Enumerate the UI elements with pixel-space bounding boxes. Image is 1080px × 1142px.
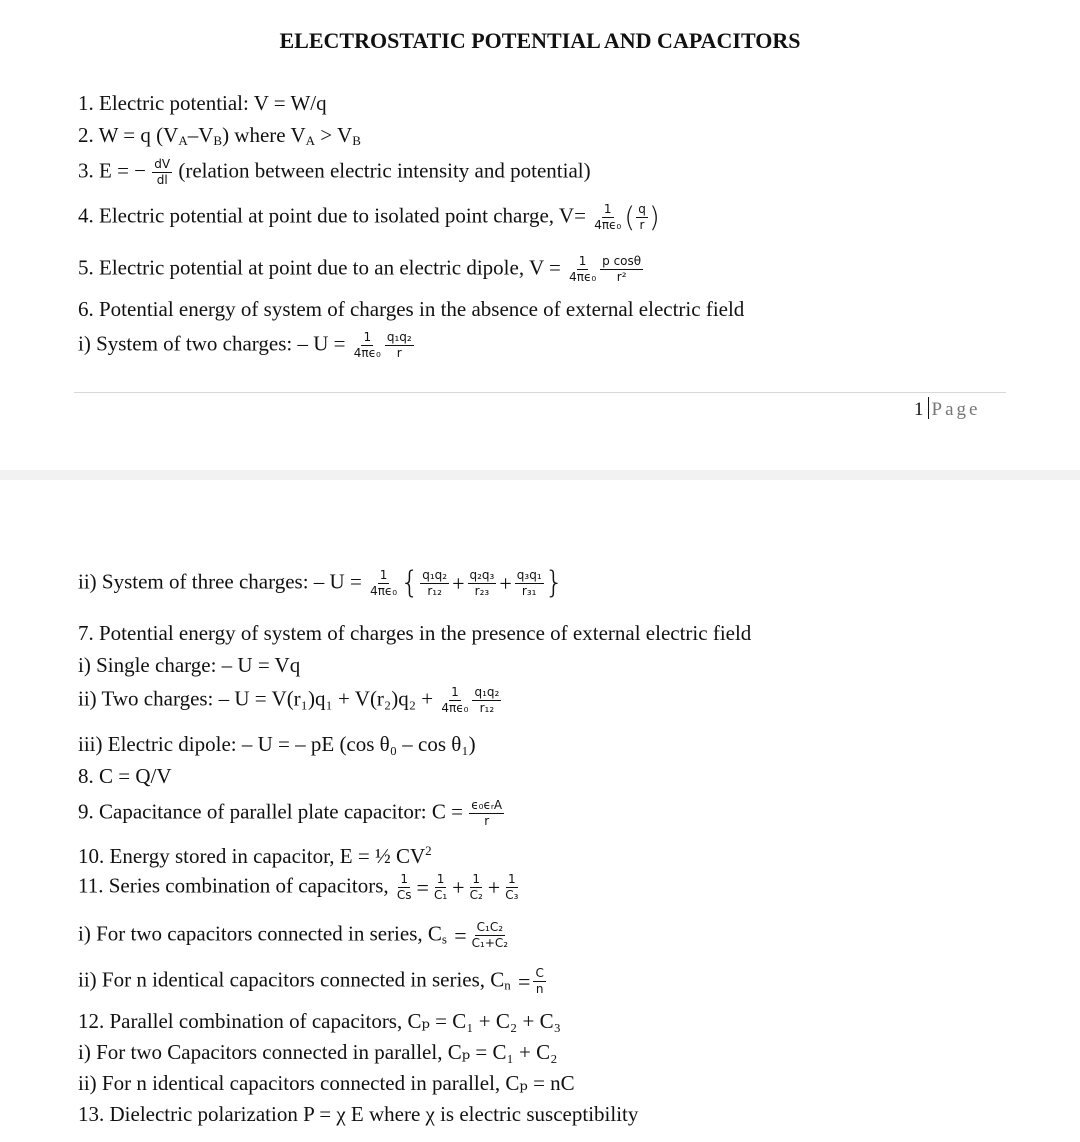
footer-separator (928, 397, 929, 419)
equals-sign: = (518, 968, 531, 994)
fraction (152, 157, 172, 188)
subscript: B (213, 133, 223, 148)
denominator: 4πϵ₀ (441, 701, 469, 715)
formula-text: ii) For n identical capacitors connected in parallel, Cₚ = nC (78, 1071, 575, 1095)
formula-text: i) Single charge: – U = Vq (78, 653, 301, 677)
superscript: 2 (425, 843, 432, 858)
denominator: r₁₂ (479, 701, 495, 715)
formula-text: 12. Parallel combination of capacitors, Cₚ = C₁ + C₂ + C₃ (78, 1009, 561, 1033)
fraction (515, 568, 544, 599)
formula-9 (78, 798, 505, 829)
document-page-2 (0, 480, 1080, 1142)
numerator: 1 (472, 872, 480, 886)
denominator: C₁ (433, 888, 448, 902)
numerator: ϵ₀ϵᵣA (471, 798, 503, 812)
plus-sign: + (452, 570, 465, 596)
page-footer (914, 397, 980, 421)
formula-6 (78, 296, 744, 322)
numerator: C (535, 966, 544, 980)
formula-text: –V (187, 123, 214, 147)
document-page-1 (0, 0, 1080, 470)
numerator: 1 (451, 685, 459, 699)
numerator: C₁C₂ (476, 920, 504, 934)
formula-text: > V (315, 123, 353, 147)
formula-text: iii) Electric dipole: – U = – pE (cos θ₀ – cos θ₁) (78, 732, 476, 756)
formula-text: 10. Energy stored in capacitor, E = ½ CV (78, 844, 426, 868)
fraction (470, 920, 510, 951)
denominator: r (639, 218, 645, 232)
fraction (439, 685, 470, 716)
formula-text: 7. Potential energy of system of charges in the presence of external electric field (78, 621, 752, 645)
formula-text: 3. E = − (78, 158, 147, 183)
numerator: 1 (363, 330, 372, 344)
fraction (533, 966, 545, 997)
denominator: dl (156, 173, 168, 187)
denominator: r (396, 346, 402, 360)
formula-7iii (78, 731, 476, 757)
formula-7i (78, 652, 300, 678)
document-title: ELECTROSTATIC POTENTIAL AND CAPACITORS (279, 28, 801, 53)
formula-text: (relation between electric intensity and potential) (178, 158, 591, 183)
fraction (468, 568, 497, 599)
brace: } (544, 565, 564, 601)
numerator: 1 (578, 254, 587, 268)
formula-text: ii) Two charges: – U = V(r₁)q₁ + V(r₂)q₂ + (78, 686, 434, 711)
equals-sign: = (416, 874, 429, 900)
formula-text: 11. Series combination of capacitors, (78, 873, 389, 898)
formula-4 (78, 202, 660, 233)
fraction (432, 872, 449, 903)
page-label: Page (931, 399, 981, 420)
fraction (592, 202, 623, 233)
numerator: q₁q₂ (386, 330, 412, 344)
numerator: q₁q₂ (422, 568, 448, 582)
numerator: p cosθ (602, 254, 642, 268)
denominator: r₁₂ (427, 584, 442, 598)
denominator: C₁+C₂ (471, 936, 509, 950)
formula-12ii (78, 1070, 575, 1096)
formula-3 (78, 157, 591, 188)
numerator: 1 (436, 872, 445, 886)
formula-11i (78, 920, 511, 952)
formula-text: i) For two Capacitors connected in parallel, Cₚ = C₁ + C₂ (78, 1040, 558, 1064)
numerator: q (638, 202, 646, 216)
brace: { (400, 565, 420, 601)
page-number: 1 (914, 399, 925, 420)
plus-sign: + (499, 570, 512, 596)
formula-7ii (78, 685, 502, 716)
denominator: 4πϵ₀ (370, 584, 398, 598)
fraction (395, 872, 414, 903)
fraction (468, 872, 485, 903)
formula-text: 8. C = Q/V (78, 764, 172, 788)
fraction (472, 685, 501, 716)
denominator: n (535, 982, 544, 996)
denominator: r₃₁ (521, 584, 537, 598)
fraction (469, 798, 504, 829)
subscript: n (504, 977, 511, 993)
subscript: A (305, 133, 316, 148)
formula-text: 6. Potential energy of system of charges in the absence of external electric field (78, 297, 745, 321)
formula-text: 13. Dielectric polarization P = χ E where χ is electric susceptibility (78, 1102, 639, 1126)
formula-11 (78, 872, 521, 903)
formula-2 (78, 122, 361, 154)
fraction (567, 254, 598, 285)
formula-11ii (78, 966, 547, 998)
formula-7 (78, 620, 751, 646)
formula-8 (78, 763, 172, 789)
numerator: 1 (400, 872, 409, 886)
numerator: q₃q₁ (516, 568, 542, 582)
denominator: 4πϵ₀ (353, 346, 381, 360)
fraction (600, 254, 643, 285)
denominator: r² (616, 270, 627, 284)
fraction (503, 872, 520, 903)
fraction (420, 568, 449, 599)
formula-text: 2. W = q (V (78, 123, 179, 147)
formula-text: ii) For n identical capacitors connected in series, C (78, 967, 505, 992)
paren: ( (624, 200, 636, 234)
subscript: B (352, 133, 361, 148)
denominator: 4πϵ₀ (569, 270, 597, 284)
formula-12i (78, 1039, 557, 1065)
formula-6i (78, 330, 415, 361)
fraction (352, 330, 383, 361)
formula-text: 5. Electric potential at point due to an electric dipole, V = (78, 255, 561, 280)
fraction (636, 202, 648, 233)
subscript: s (441, 931, 447, 947)
numerator: q₁q₂ (474, 685, 500, 699)
paren: ) (648, 200, 660, 234)
fraction (385, 330, 414, 361)
formula-text: i) System of two charges: – U = (78, 331, 346, 356)
plus-sign: + (487, 874, 501, 900)
formula-text: 9. Capacitance of parallel plate capacitor: C = (78, 799, 463, 824)
denominator: r₂₃ (474, 584, 490, 598)
denominator: 4πϵ₀ (594, 218, 622, 232)
footer-divider (74, 392, 1006, 393)
formula-5 (78, 254, 644, 285)
denominator: C₂ (469, 888, 483, 902)
numerator: 1 (603, 202, 612, 216)
formula-13 (78, 1101, 638, 1127)
formula-text: 4. Electric potential at point due to isolated point charge, V= (78, 203, 586, 228)
formula-10 (78, 838, 432, 869)
plus-sign: + (452, 874, 465, 900)
formula-text: 1. Electric potential: V = W/q (78, 91, 327, 115)
formula-1 (78, 90, 327, 116)
formula-text: ) where V (222, 123, 306, 147)
formula-text: i) For two capacitors connected in series, C (78, 921, 442, 946)
fraction (368, 568, 399, 599)
denominator: Cs (396, 888, 412, 902)
formula-text: ii) System of three charges: – U = (78, 569, 362, 594)
numerator: 1 (507, 872, 516, 886)
subscript: A (178, 133, 188, 148)
numerator: 1 (379, 568, 388, 582)
page-gap (0, 470, 1080, 480)
numerator: q₂q₃ (469, 568, 495, 582)
formula-6ii (78, 565, 564, 601)
equals-sign: = (454, 922, 467, 948)
denominator: r (484, 814, 490, 828)
formula-12 (78, 1008, 561, 1034)
denominator: C₃ (505, 888, 519, 902)
numerator: dV (154, 157, 171, 171)
